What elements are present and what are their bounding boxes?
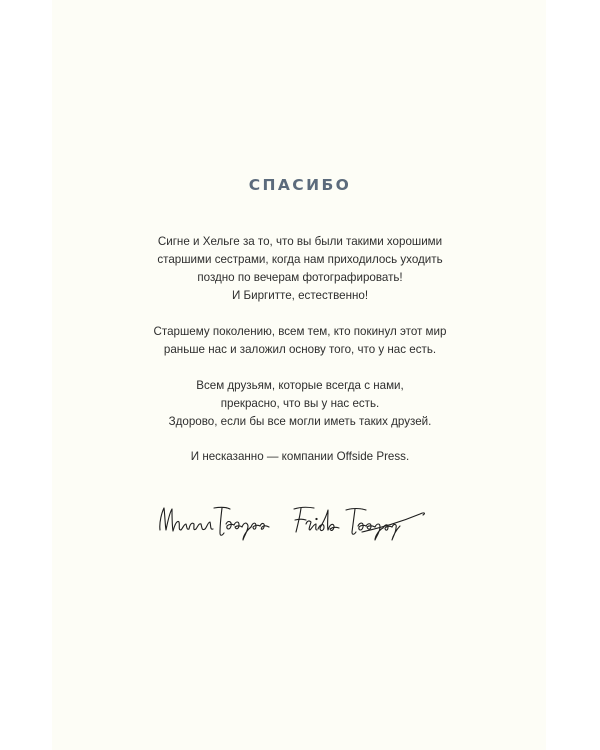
signature-markus <box>156 500 274 542</box>
page-title: СПАСИБО <box>248 176 352 194</box>
text-line: Всем друзьям, которые всегда с нами, <box>196 379 404 392</box>
text-line: И несказанно — компании Offside Press. <box>190 450 410 463</box>
book-page <box>52 0 546 750</box>
thanks-paragraph-publisher <box>0 448 600 466</box>
text-line: прекрасно, что вы у нас есть. <box>220 397 380 410</box>
text-line: старшими сестрами, когда нам приходилось уходить <box>157 253 443 266</box>
text-line: Сигне и Хельге за то, что вы были такими хорошими <box>157 235 443 248</box>
text-line: раньше нас и заложил основу того, что у нас есть. <box>163 343 437 356</box>
thanks-paragraph-sisters <box>0 233 600 305</box>
text-line: Старшему поколению, всем тем, кто покинул этот мир <box>153 325 447 338</box>
text-line: поздно по вечерам фотографировать! <box>197 271 403 284</box>
signature-frida <box>286 502 432 542</box>
text-line: И Биргитте, естественно! <box>231 289 369 302</box>
thanks-paragraph-elders <box>0 323 600 359</box>
text-line: Здорово, если бы все могли иметь таких друзей. <box>168 415 432 428</box>
thanks-paragraph-friends <box>0 377 600 431</box>
